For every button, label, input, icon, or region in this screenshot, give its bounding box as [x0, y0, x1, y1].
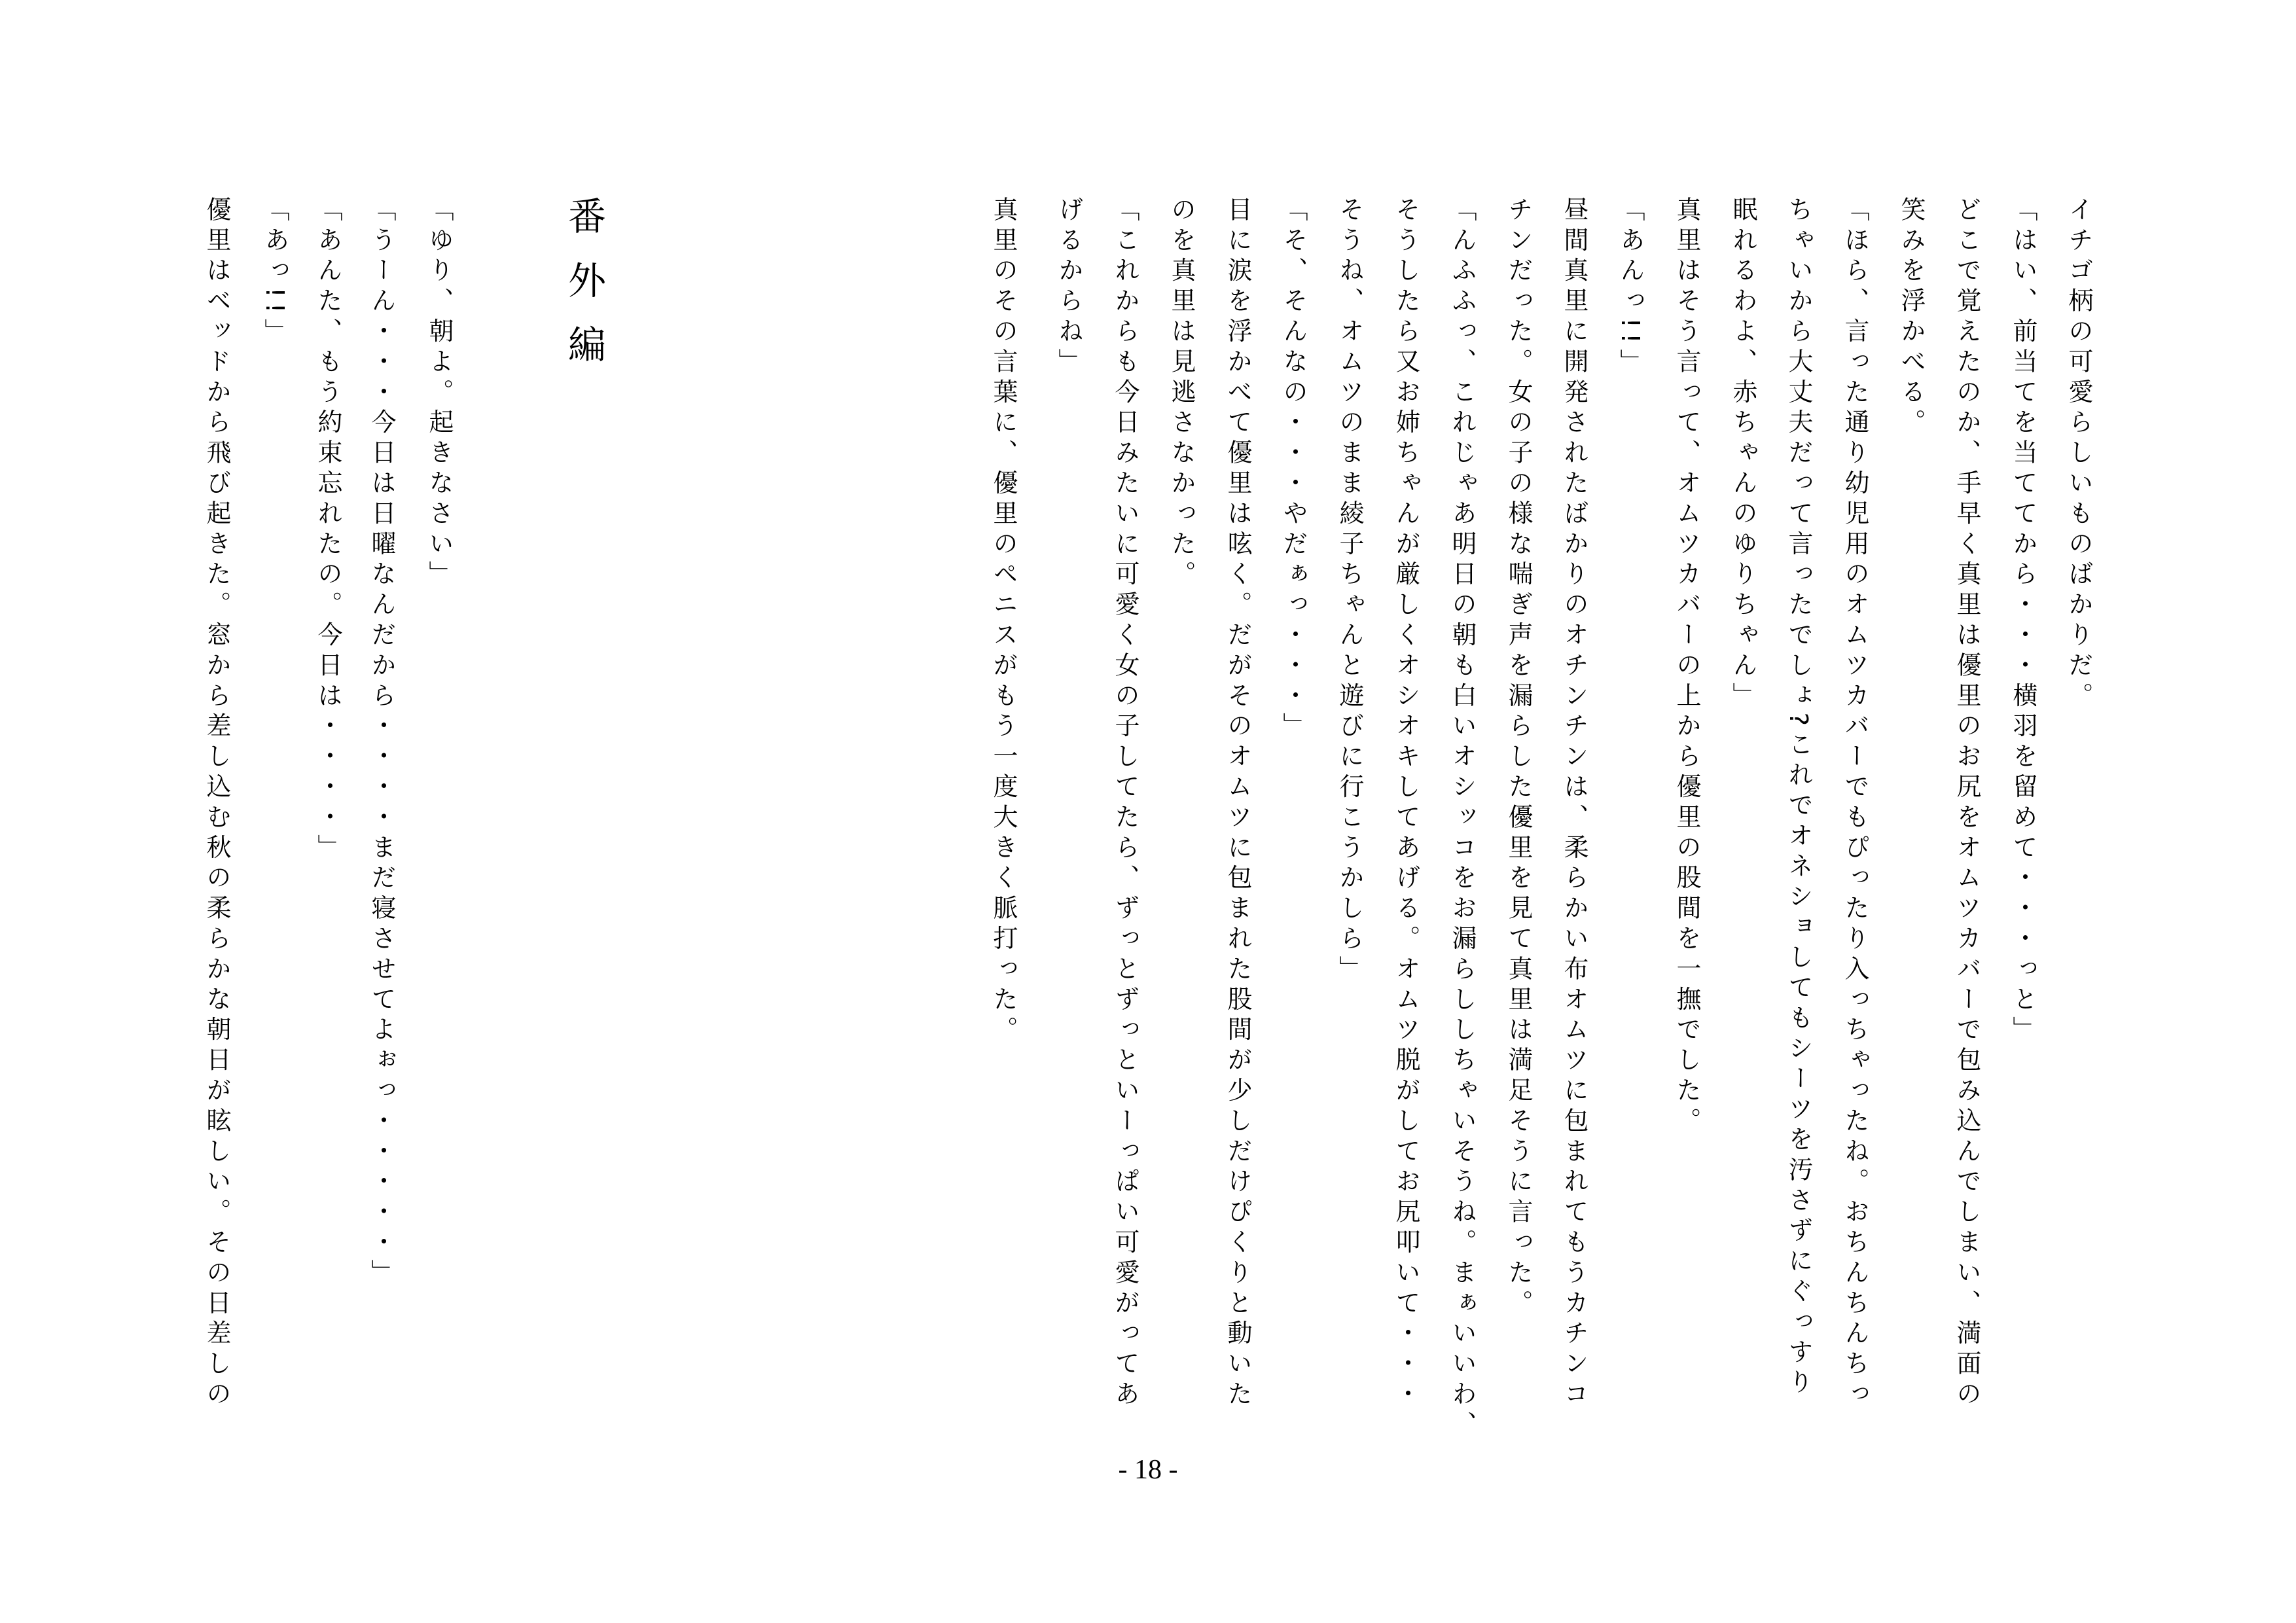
section-title: 番外編 [562, 196, 606, 389]
text-line: イチゴ柄の可愛らしいものばかりだ。 [2064, 196, 2093, 713]
text-line: 眠れるわよ、赤ちゃんのゆりちゃん」 [1729, 196, 1757, 713]
text-line: 真里はそう言って、オムツカバーの上から優里の股間を一撫でした。 [1672, 196, 1701, 1138]
text-line: チンだった。女の子の様な喘ぎ声を漏らした優里を見て真里は満足そうに言った。 [1504, 196, 1533, 1320]
text-line: 「んふふっ、これじゃあ明日の朝も白いオシッコをお漏らししちゃいそうね。まぁいいわ、 [1448, 196, 1477, 1442]
text-line: そうしたら又お姉ちゃんが厳しくオシオキしてあげる。オムツ脱がしてお尻叩いて・・・ [1391, 196, 1420, 1411]
text-line: 「ほら、言った通り幼児用のオムツカバーでもぴったり入っちゃったね。おちんちんちっ [1840, 196, 1869, 1411]
text-line: 「あっ!!」 [260, 196, 289, 349]
text-line: 「はい、前当てを当ててから・・・横羽を留めて・・・っと」 [2009, 196, 2037, 1047]
text-line: 優里はベッドから飛び起きた。窓から差し込む秋の柔らかな朝日が眩しい。その日差しの [202, 196, 231, 1411]
text-line: 目に涙を浮かべて優里は呟く。だがそのオムツに包まれた股間が少しだけぴくりと動いた [1223, 196, 1252, 1411]
text-line: 「これからも今日みたいに可愛く女の子してたら、ずっとずっといーっぱい可愛がってあ [1111, 196, 1139, 1411]
text-line: 「あんっ!!」 [1616, 196, 1645, 380]
text-line: 「あんた、もう約束忘れたの。今日は・・・・」 [314, 196, 342, 865]
text-line: のを真里は見逃さなかった。 [1167, 196, 1196, 592]
page-number: - 18 - [1118, 1455, 1178, 1485]
text-line: 「ゆり、朝よ。起きなさい」 [425, 196, 454, 592]
text-line: 真里のその言葉に、優里のペニスがもう一度大きく脈打った。 [989, 196, 1018, 1047]
text-line: 「うーん・・・今日は日曜なんだから・・・・まだ寝させてよぉっ・・・・・」 [367, 196, 396, 1290]
text-line: 笑みを浮かべる。 [1897, 196, 1926, 440]
text-line: そうね、オムツのまま綾子ちゃんと遊びに行こうかしら」 [1335, 196, 1364, 986]
text-line: 昼間真里に開発されたばかりのオチンチンは、柔らかい布オムツに包まれてもうカチンコ [1560, 196, 1588, 1411]
text-line: どこで覚えたのか、手早く真里は優里のお尻をオムツカバーで包み込んでしまい、満面の [1952, 196, 1981, 1411]
text-line: ちゃいから大丈夫だって言ったでしょ?これでオネショしてもシーツを汚さずにぐっすり [1784, 196, 1813, 1400]
text-line: げるからね」 [1054, 196, 1083, 379]
text-line: 「そ、そんなの・・・やだぁっ・・・」 [1279, 196, 1308, 743]
